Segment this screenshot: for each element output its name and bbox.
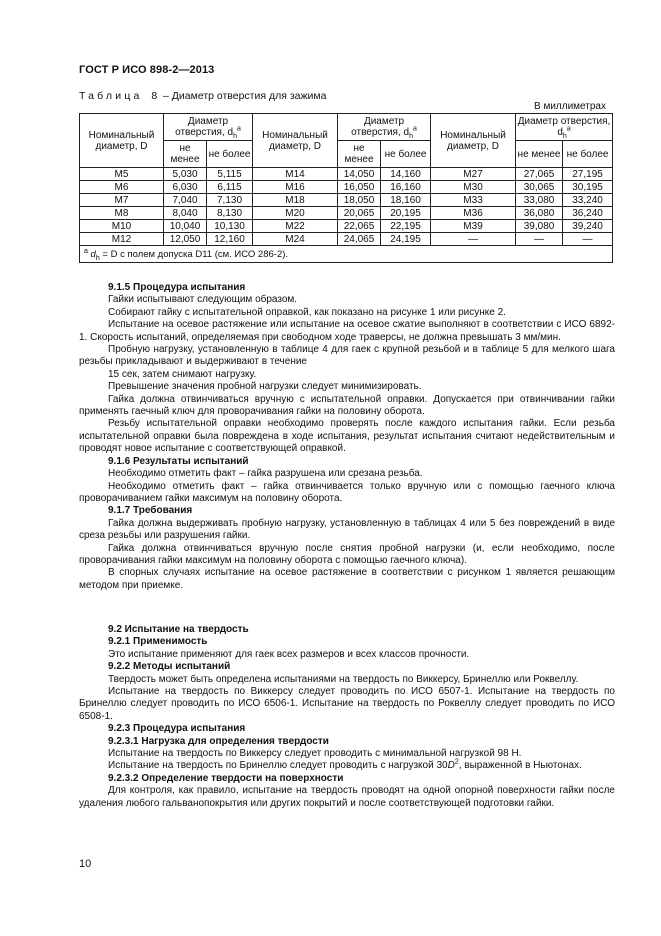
table-cell: 22,195 [381,220,431,233]
table-cell: 16,050 [338,181,381,194]
paragraph: Испытание на твердость по Виккерсу следует проводить с минимальной нагрузкой 98 Н. [108,748,522,760]
paragraph: Гайка должна выдерживать пробную нагрузку, установленную в таблицах 4 или 5 без повреждений в виде среза резьбы или разрушения гайки. [79,517,615,542]
table-cell: M36 [431,207,516,220]
hole-diameter-table [79,113,613,263]
table-caption [79,90,326,102]
table-cell: 18,050 [338,194,381,207]
paragraph-part: , выраженной в Ньютонах. [458,760,582,772]
table-cell: 6,030 [164,181,207,194]
table-cell: 27,065 [516,168,563,181]
paragraph-part: Испытание на твердость по Бринеллю следует проводить с нагрузкой 30 [108,760,448,772]
table-cell: — [563,233,613,246]
table-cell: 8,040 [164,207,207,220]
paragraph: Гайки испытывают следующим образом. [108,294,298,306]
header-hole-diameter [516,114,613,141]
table-cell: 39,240 [563,220,613,233]
table-row [80,194,613,207]
table-row [80,181,613,194]
table-cell: 20,195 [381,207,431,220]
body-text-hardness [79,624,615,810]
table-cell: 20,065 [338,207,381,220]
header-hole-diameter-sub: h [233,133,237,140]
section-title-9-2-3-1: 9.2.3.1 Нагрузка для определения твердости [108,735,329,747]
section-title-9-2: 9.2 Испытание на твердость [108,624,249,635]
table-cell: 14,160 [381,168,431,181]
table-cell: 33,240 [563,194,613,207]
header-max: не более [381,141,431,168]
header-hole-diameter-label: Диаметр отверстия, d [351,116,410,138]
body-text [79,282,615,592]
table-caption-number: 8 [151,90,158,102]
table-cell: M20 [253,207,338,220]
table-caption-label: Таблица [79,90,143,102]
table-cell: M12 [80,233,164,246]
header-hole-diameter-sup: a [236,125,241,133]
table-cell: M27 [431,168,516,181]
header-min: не менее [164,141,207,168]
header-hole-diameter-label: Диаметр отверстия, d [175,116,234,138]
section-title-9-1-7: 9.1.7 Требования [108,505,193,517]
paragraph: Гайка должна отвинчиваться вручную после снятия пробной нагрузки (и, если необходимо, после проворачивания гайки максимум на половину оборота с помощью гаечного ключа). [79,542,615,566]
table-footnote [80,246,613,263]
table-cell: 24,065 [338,233,381,246]
table-cell: 8,130 [207,207,253,220]
paragraph: 15 сек, затем снимают нагрузку. [108,368,257,380]
table-cell: 33,080 [516,194,563,207]
table-cell: 18,160 [381,194,431,207]
table-cell: M6 [80,181,164,194]
table-cell: M5 [80,168,164,181]
table-units: В миллиметрах [534,101,606,112]
header-nominal-diameter: Номинальный диаметр, D [431,114,516,168]
header-hole-diameter-sub: h [409,133,413,140]
table-cell: 10,130 [207,220,253,233]
table-cell: M30 [431,181,516,194]
table-cell: 39,080 [516,220,563,233]
header-hole-diameter-sup: a [566,125,571,133]
table-row [80,233,613,246]
paragraph: Резьбу испытательной оправки необходимо проверять после каждого испытания гайки. Если резьба испытательной оправки была повреждена в ходе испытания, результат испытания считают недействительным и проводят новое испытание с соответствующей оправкой. [79,418,615,455]
header-nominal-diameter: Номинальный диаметр, D [80,114,164,168]
section-title-9-2-2: 9.2.2 Методы испытаний [108,661,231,673]
table-cell: 22,065 [338,220,381,233]
table-cell: 16,160 [381,181,431,194]
table-body [80,168,613,246]
footnote-symbol: d [90,248,96,260]
table-row [80,207,613,220]
table-cell: M7 [80,194,164,207]
header-max: не более [207,141,253,168]
paragraph: В спорных случаях испытание на осевое растяжение в соответствии с рисунком 1 является решающим методом при приемке. [79,567,615,591]
footnote-marker: a [84,247,88,255]
header-max: не более [563,141,613,168]
table-cell: 30,065 [516,181,563,194]
table-cell: 10,040 [164,220,207,233]
table-cell: M16 [253,181,338,194]
section-title-9-1-6: 9.1.6 Результаты испытаний [108,455,249,467]
table-row [80,168,613,181]
paragraph: Гайка должна отвинчиваться вручную с испытательной оправки. Допускается при отвинчивании гайки применять гаечный ключ для проворачивания гайки на половину оборота. [79,393,615,418]
paragraph: Испытание на осевое растяжение или испытание на осевое сжатие выполняют в соответствии с ИСО 6892-1. Скорость испытаний, определяемая при свободном ходе траверсы, не должна превышать 3 мм/мин. [79,319,615,343]
table-cell: — [431,233,516,246]
header-min: не менее [516,141,563,168]
header-hole-diameter-sub: h [562,133,567,140]
header-min: не менее [338,141,381,168]
table-cell: 6,115 [207,181,253,194]
table-cell: M39 [431,220,516,233]
header-hole-diameter-label: Диаметр отверстия, d [517,116,611,138]
table-cell: — [516,233,563,246]
table-cell: 30,195 [563,181,613,194]
table-caption-title: – Диаметр отверстия для зажима [163,90,327,102]
paragraph: Необходимо отметить факт – гайка отвинчивается только вручную или с помощью гаечного ключа проворачиванием гайки максимум на половину оборота. [79,480,615,504]
table-cell: 7,130 [207,194,253,207]
table-cell: 36,240 [563,207,613,220]
superscript: 2 [454,759,459,767]
table-cell: M33 [431,194,516,207]
paragraph: Твердость может быть определена испытаниями на твердость по Виккерсу, Бринеллю или Роквеллу. [108,673,579,685]
table-cell: 24,195 [381,233,431,246]
paragraph: Необходимо отметить факт – гайка разрушена или срезана резьба. [108,468,423,480]
table-cell: M24 [253,233,338,246]
table-cell: 36,080 [516,207,563,220]
table-cell: 5,030 [164,168,207,181]
table-cell: 12,050 [164,233,207,246]
header-nominal-diameter: Номинальный диаметр, D [253,114,338,168]
table-cell: 27,195 [563,168,613,181]
section-title-9-2-3: 9.2.3 Процедура испытания [108,723,246,735]
table-row [80,220,613,233]
paragraph: Превышение значения пробной нагрузки следует минимизировать. [108,381,422,393]
footnote-symbol-sub: h [95,254,100,262]
footnote-text: = D с полем допуска D11 (см. ИСО 286-2). [99,248,289,260]
table-cell: M14 [253,168,338,181]
section-title-9-2-3-2: 9.2.3.2 Определение твердости на поверхности [108,772,344,784]
section-title-9-1-5: 9.1.5 Процедура испытания [108,282,246,293]
header-hole-diameter [338,114,431,141]
document-header: ГОСТ Р ИСО 898-2—2013 [79,64,215,76]
page-number: 10 [79,858,92,870]
table-cell: M22 [253,220,338,233]
table-cell: M10 [80,220,164,233]
header-hole-diameter [164,114,253,141]
paragraph: Испытание на твердость по Виккерсу следует проводить по ИСО 6507-1. Испытание на твердость по Бринеллю следует проводить по ИСО 6506-1. Испытание на твердость по Роквеллу следует проводить по ИСО 6508-1. [79,686,615,722]
table-cell: M18 [253,194,338,207]
table-cell: 12,160 [207,233,253,246]
header-hole-diameter-sup: a [413,125,417,133]
paragraph: Это испытание применяют для гаек всех размеров и всех классов прочности. [108,648,470,660]
table-cell: 7,040 [164,194,207,207]
paragraph: Собирают гайку с испытательной оправкой, как показано на рисунке 1 или рисунке 2. [108,306,506,318]
table-cell: 5,115 [207,168,253,181]
paragraph: Пробную нагрузку, установленную в таблице 4 для гаек с крупной резьбой и в таблице 5 для мелкого шага резьбы прикладывают и выдерживают в течение [79,344,615,368]
table-cell: 14,050 [338,168,381,181]
paragraph [79,760,615,772]
section-title-9-2-1: 9.2.1 Применимость [108,636,208,648]
paragraph: Для контроля, как правило, испытание на твердость проводят на одной опорной поверхности гайки после удаления любого гальванопокрытия или других покрытий и после соответствующей подготовки гайки. [79,785,615,809]
table-cell: M8 [80,207,164,220]
symbol-d: D [447,760,455,772]
